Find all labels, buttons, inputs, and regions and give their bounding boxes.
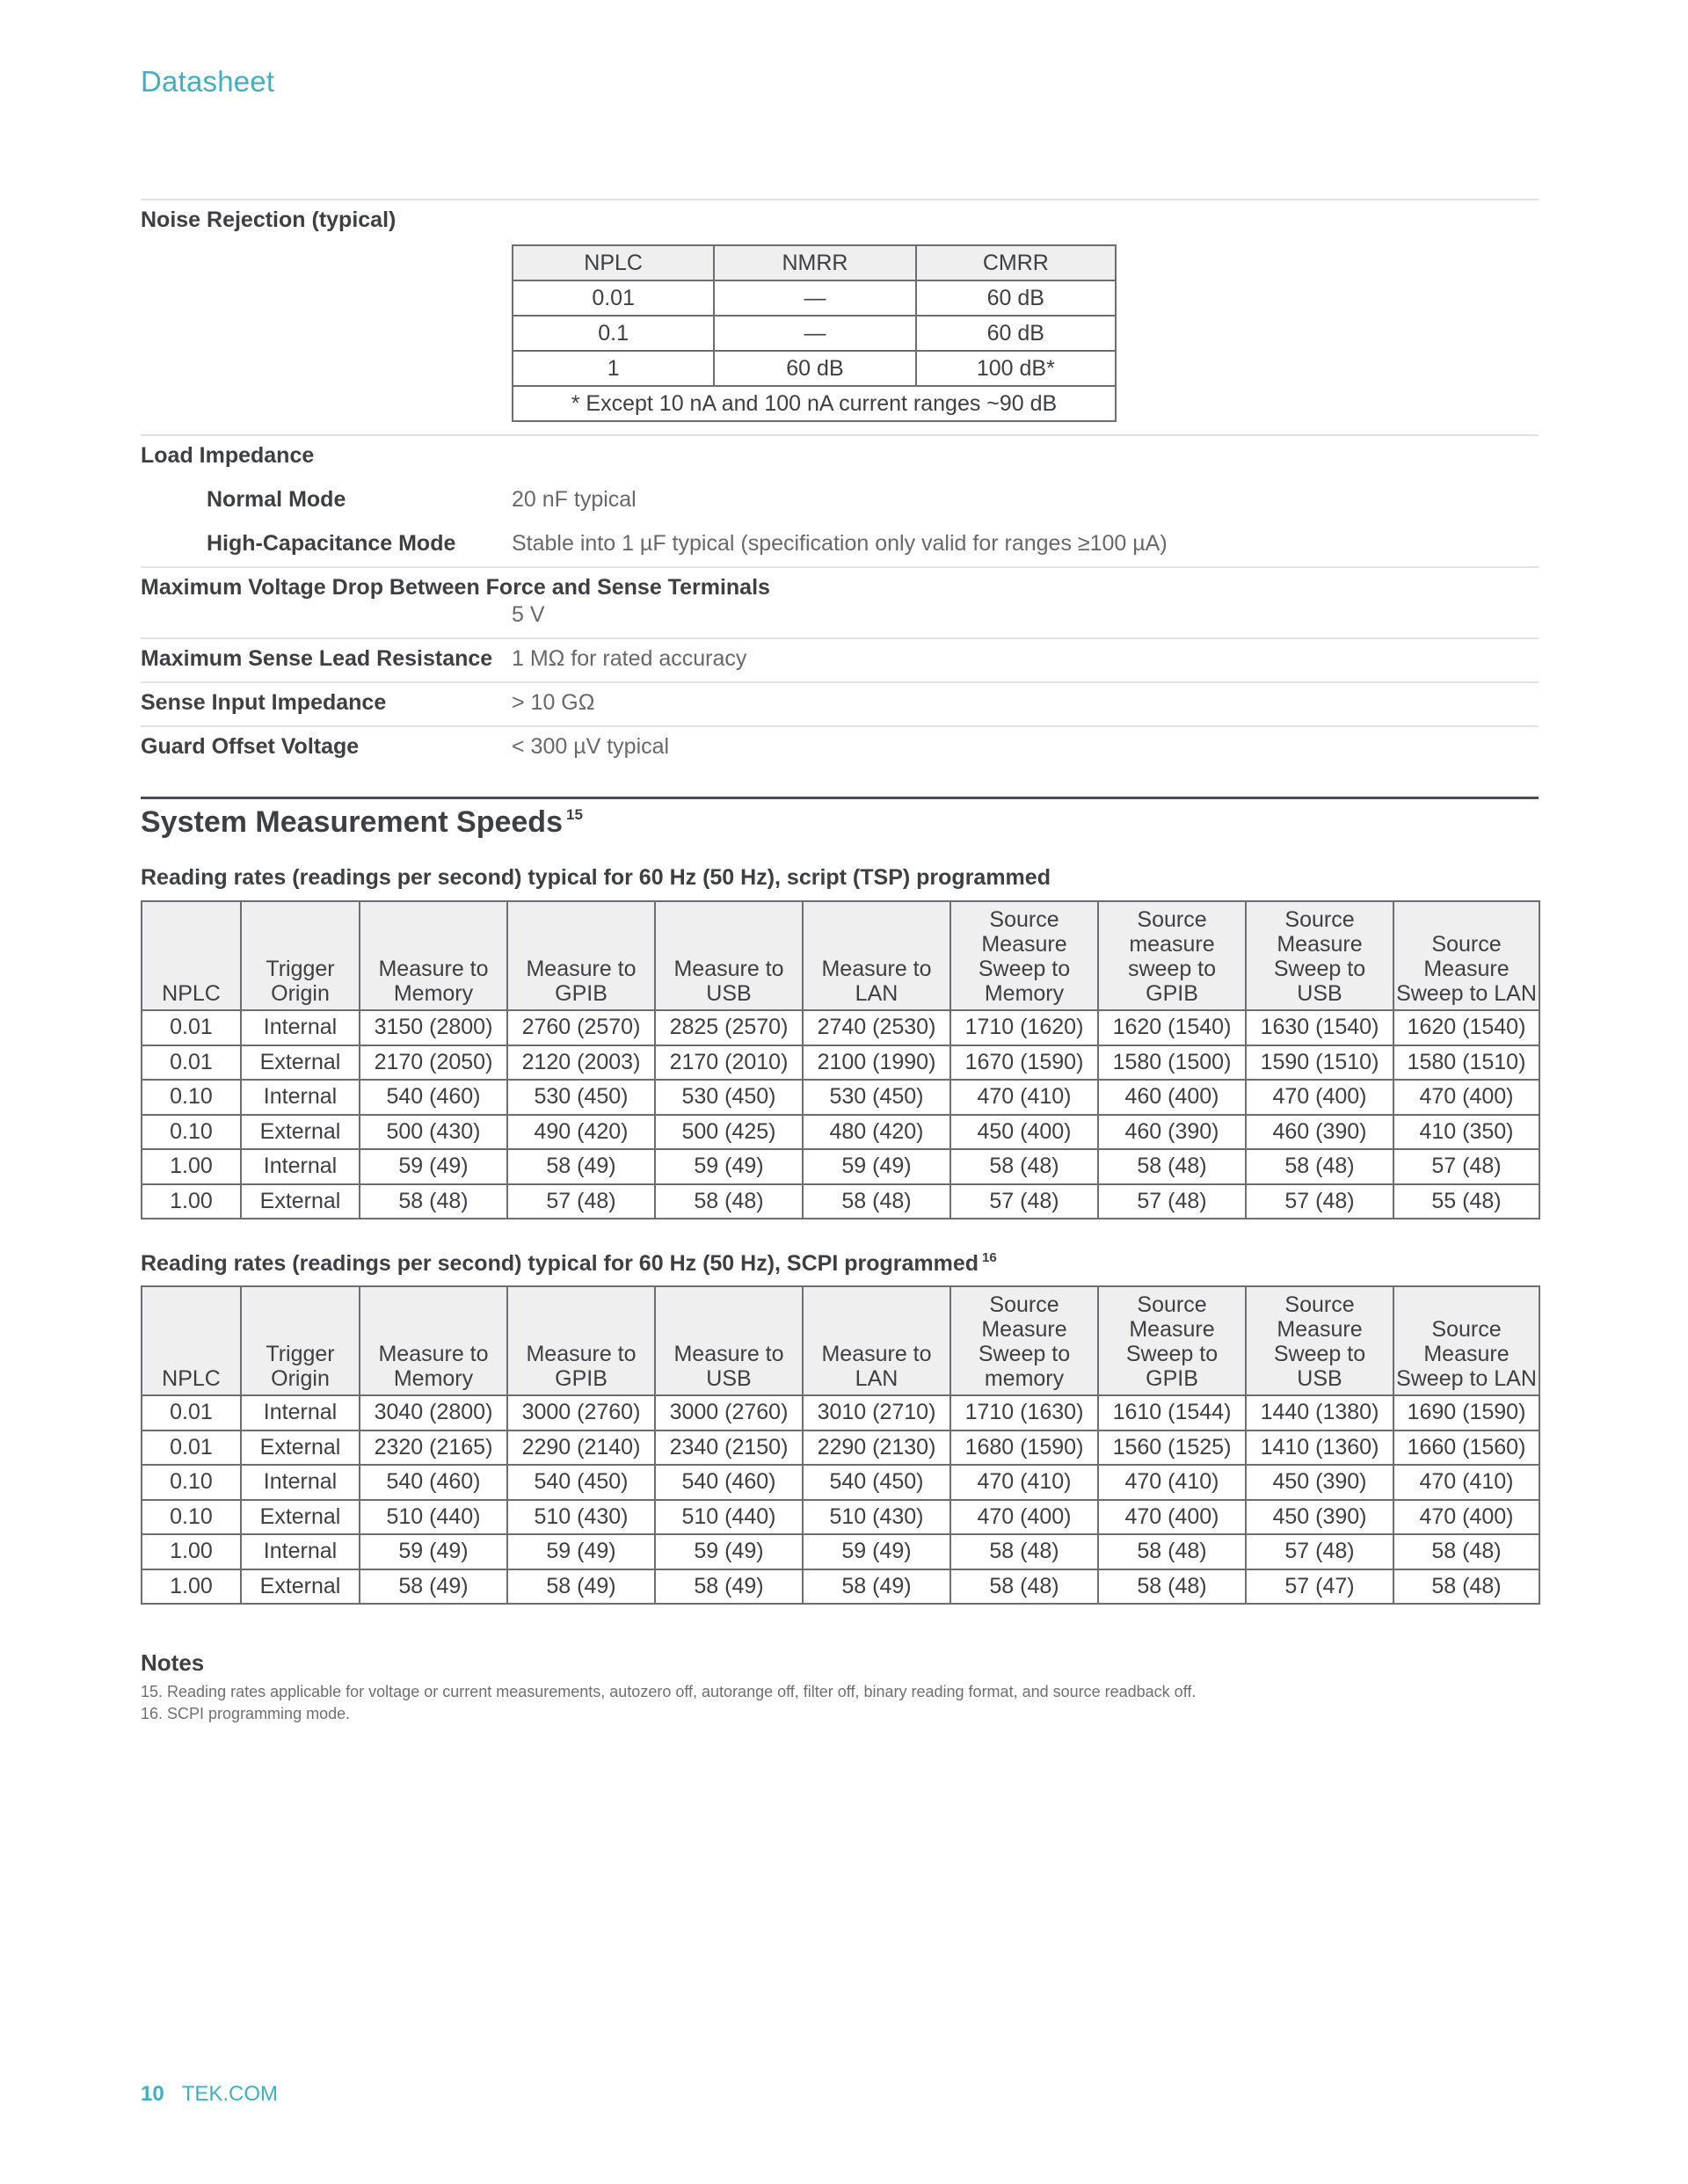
footer-site-link[interactable]: TEK.COM xyxy=(181,2082,279,2106)
table-cell: 100 dB* xyxy=(916,351,1116,386)
normal-mode-label: Normal Mode xyxy=(207,487,346,512)
table-cell: 530 (450) xyxy=(655,1080,803,1115)
table-cell: 60 dB xyxy=(916,280,1116,316)
table-cell: 460 (390) xyxy=(1098,1115,1246,1150)
table-cell: 2100 (1990) xyxy=(803,1045,950,1081)
table-row xyxy=(142,1010,1539,1045)
table-cell: 57 (48) xyxy=(1098,1184,1246,1219)
column-header: Measure to LAN xyxy=(803,901,950,1010)
table-cell: 0.10 xyxy=(142,1465,241,1500)
divider xyxy=(141,434,1539,436)
table-cell: 59 (49) xyxy=(360,1149,507,1184)
table-cell: 1.00 xyxy=(142,1149,241,1184)
table-cell: 0.1 xyxy=(513,316,714,351)
guard-offset-voltage-label: Guard Offset Voltage xyxy=(141,734,360,759)
table-cell: 470 (400) xyxy=(1246,1080,1393,1115)
divider xyxy=(141,637,1539,639)
table-cell: 470 (400) xyxy=(1393,1080,1539,1115)
table-cell: External xyxy=(241,1184,360,1219)
table-cell: 470 (410) xyxy=(950,1080,1098,1115)
table-cell: Internal xyxy=(241,1010,360,1045)
column-header: Trigger Origin xyxy=(241,1286,360,1395)
table-cell: External xyxy=(241,1500,360,1535)
divider xyxy=(141,725,1539,727)
divider xyxy=(141,681,1539,683)
table-cell: 1710 (1620) xyxy=(950,1010,1098,1045)
table-cell: 57 (48) xyxy=(507,1184,655,1219)
table-cell: 460 (400) xyxy=(1098,1080,1246,1115)
table-cell: 1620 (1540) xyxy=(1393,1010,1539,1045)
footnote-ref: 15 xyxy=(565,806,583,823)
table-cell: 510 (440) xyxy=(655,1500,803,1535)
table-cell: 58 (49) xyxy=(655,1569,803,1605)
table-cell: 1590 (1510) xyxy=(1246,1045,1393,1081)
table-cell: 58 (48) xyxy=(360,1184,507,1219)
table-cell: External xyxy=(241,1431,360,1466)
table-cell: 58 (48) xyxy=(1393,1569,1539,1605)
table-cell: 0.01 xyxy=(142,1010,241,1045)
table-cell: 58 (48) xyxy=(950,1569,1098,1605)
table-cell: 59 (49) xyxy=(360,1534,507,1569)
column-header: NPLC xyxy=(142,1286,241,1395)
table-cell: 1410 (1360) xyxy=(1246,1431,1393,1466)
table-cell: 57 (48) xyxy=(1393,1149,1539,1184)
table-cell: 2340 (2150) xyxy=(655,1431,803,1466)
table-cell: 59 (49) xyxy=(655,1534,803,1569)
table-cell: 59 (49) xyxy=(803,1149,950,1184)
table-cell: 3150 (2800) xyxy=(360,1010,507,1045)
divider xyxy=(141,566,1539,568)
divider xyxy=(141,199,1539,200)
section-title xyxy=(141,805,583,840)
table-cell: 1580 (1510) xyxy=(1393,1045,1539,1081)
column-header: Source Measure Sweep to LAN xyxy=(1393,901,1539,1010)
table-cell: 450 (400) xyxy=(950,1115,1098,1150)
tsp-table-caption: Reading rates (readings per second) typical for 60 Hz (50 Hz), script (TSP) programmed xyxy=(141,865,1051,890)
column-header: Measure to Memory xyxy=(360,901,507,1010)
page-header-title: Datasheet xyxy=(141,65,275,98)
page-footer xyxy=(141,2082,278,2107)
table-header-row xyxy=(142,901,1539,1010)
table-header-row xyxy=(513,245,1116,280)
table-cell: 55 (48) xyxy=(1393,1184,1539,1219)
table-row xyxy=(513,351,1116,386)
table-cell: 470 (410) xyxy=(1393,1465,1539,1500)
table-cell: Internal xyxy=(241,1395,360,1431)
table-cell: 58 (49) xyxy=(360,1569,507,1605)
section-title-text: System Measurement Speeds xyxy=(141,805,563,839)
table-cell: 57 (48) xyxy=(950,1184,1098,1219)
tsp-reading-rates-table xyxy=(141,900,1540,1219)
table-cell: 0.10 xyxy=(142,1080,241,1115)
table-cell: 58 (48) xyxy=(1393,1534,1539,1569)
table-cell: External xyxy=(241,1569,360,1605)
table-cell: 59 (49) xyxy=(655,1149,803,1184)
column-header: CMRR xyxy=(916,245,1116,280)
table-cell: 1560 (1525) xyxy=(1098,1431,1246,1466)
table-cell: 1440 (1380) xyxy=(1246,1395,1393,1431)
column-header: Measure to GPIB xyxy=(507,1286,655,1395)
table-cell: 0.01 xyxy=(142,1431,241,1466)
table-cell: 58 (48) xyxy=(1098,1149,1246,1184)
table-cell: 58 (48) xyxy=(1246,1149,1393,1184)
column-header: Source measure sweep to GPIB xyxy=(1098,901,1246,1010)
table-cell: 0.10 xyxy=(142,1115,241,1150)
table-cell: 1660 (1560) xyxy=(1393,1431,1539,1466)
table-cell: 2170 (2050) xyxy=(360,1045,507,1081)
column-header: Source Measure Sweep to memory xyxy=(950,1286,1098,1395)
column-header: NMRR xyxy=(714,245,915,280)
table-cell: 60 dB xyxy=(916,316,1116,351)
table-row xyxy=(513,280,1116,316)
column-header: Measure to USB xyxy=(655,1286,803,1395)
table-cell: 1710 (1630) xyxy=(950,1395,1098,1431)
table-cell: 500 (430) xyxy=(360,1115,507,1150)
table-cell: 1.00 xyxy=(142,1569,241,1605)
table-cell: 0.01 xyxy=(142,1395,241,1431)
table-cell: 58 (48) xyxy=(1098,1534,1246,1569)
scpi-caption-text: Reading rates (readings per second) typical for 60 Hz (50 Hz), SCPI programmed xyxy=(141,1251,979,1276)
column-header: Measure to USB xyxy=(655,901,803,1010)
table-cell: 480 (420) xyxy=(803,1115,950,1150)
table-row xyxy=(142,1395,1539,1431)
table-cell: 540 (460) xyxy=(360,1080,507,1115)
table-row xyxy=(142,1465,1539,1500)
table-cell: — xyxy=(714,280,915,316)
table-cell: 0.01 xyxy=(142,1045,241,1081)
table-row xyxy=(142,1500,1539,1535)
table-cell: 57 (47) xyxy=(1246,1569,1393,1605)
table-cell: 460 (390) xyxy=(1246,1115,1393,1150)
max-voltage-drop-value: 5 V xyxy=(512,602,545,627)
table-cell: 1 xyxy=(513,351,714,386)
footnote-ref: 16 xyxy=(982,1250,997,1265)
table-cell: Internal xyxy=(241,1080,360,1115)
sense-input-impedance-label: Sense Input Impedance xyxy=(141,690,387,715)
noise-rejection-label: Noise Rejection (typical) xyxy=(141,207,397,232)
note-item: 16. SCPI programming mode. xyxy=(141,1705,351,1722)
note-item: 15. Reading rates applicable for voltage or current measurements, autozero off, autorange off, filter off, binary reading format, and source readback off. xyxy=(141,1683,1197,1700)
table-cell: 530 (450) xyxy=(803,1080,950,1115)
table-cell: 58 (48) xyxy=(1098,1569,1246,1605)
table-cell: 470 (400) xyxy=(950,1500,1098,1535)
table-cell: 2825 (2570) xyxy=(655,1010,803,1045)
table-cell: 410 (350) xyxy=(1393,1115,1539,1150)
table-row xyxy=(142,1080,1539,1115)
table-row xyxy=(142,1045,1539,1081)
table-cell: 470 (400) xyxy=(1393,1500,1539,1535)
table-cell: 0.01 xyxy=(513,280,714,316)
table-cell: 470 (410) xyxy=(1098,1465,1246,1500)
table-row xyxy=(142,1184,1539,1219)
table-cell: 470 (410) xyxy=(950,1465,1098,1500)
table-footnote-row xyxy=(513,386,1116,421)
noise-rejection-table xyxy=(512,244,1117,422)
table-cell: External xyxy=(241,1115,360,1150)
scpi-reading-rates-table xyxy=(141,1285,1540,1605)
table-cell: 450 (390) xyxy=(1246,1500,1393,1535)
table-cell: Internal xyxy=(241,1465,360,1500)
column-header: Measure to Memory xyxy=(360,1286,507,1395)
table-cell: 58 (48) xyxy=(803,1184,950,1219)
table-cell: 540 (450) xyxy=(507,1465,655,1500)
table-cell: 490 (420) xyxy=(507,1115,655,1150)
column-header: Source Measure Sweep to LAN xyxy=(1393,1286,1539,1395)
table-row xyxy=(142,1115,1539,1150)
table-cell: External xyxy=(241,1045,360,1081)
table-cell: 1.00 xyxy=(142,1534,241,1569)
table-cell: 1610 (1544) xyxy=(1098,1395,1246,1431)
max-sense-lead-resistance-label: Maximum Sense Lead Resistance xyxy=(141,646,493,671)
table-cell: 1630 (1540) xyxy=(1246,1010,1393,1045)
table-cell: 1620 (1540) xyxy=(1098,1010,1246,1045)
table-cell: 3010 (2710) xyxy=(803,1395,950,1431)
table-cell: 57 (48) xyxy=(1246,1534,1393,1569)
table-cell: 59 (49) xyxy=(507,1534,655,1569)
table-cell: 510 (430) xyxy=(507,1500,655,1535)
table-row xyxy=(142,1431,1539,1466)
table-cell: 58 (49) xyxy=(507,1149,655,1184)
table-cell: 58 (48) xyxy=(950,1149,1098,1184)
table-row xyxy=(142,1569,1539,1605)
notes-title: Notes xyxy=(141,1649,205,1676)
table-cell: 1.00 xyxy=(142,1184,241,1219)
scpi-table-caption xyxy=(141,1250,997,1277)
column-header: Source Measure Sweep to USB xyxy=(1246,901,1393,1010)
table-row xyxy=(513,316,1116,351)
normal-mode-value: 20 nF typical xyxy=(512,487,637,512)
column-header: Measure to GPIB xyxy=(507,901,655,1010)
column-header: Source Measure Sweep to GPIB xyxy=(1098,1286,1246,1395)
column-header: Measure to LAN xyxy=(803,1286,950,1395)
table-cell: 2290 (2130) xyxy=(803,1431,950,1466)
table-cell: 540 (450) xyxy=(803,1465,950,1500)
table-cell: 500 (425) xyxy=(655,1115,803,1150)
high-capacitance-mode-value: Stable into 1 µF typical (specification only valid for ranges ≥100 µA) xyxy=(512,531,1168,556)
table-header-row xyxy=(142,1286,1539,1395)
table-cell: 1670 (1590) xyxy=(950,1045,1098,1081)
table-cell: 2760 (2570) xyxy=(507,1010,655,1045)
table-row xyxy=(142,1534,1539,1569)
table-footnote: * Except 10 nA and 100 nA current ranges ~90 dB xyxy=(513,386,1116,421)
table-cell: 2170 (2010) xyxy=(655,1045,803,1081)
guard-offset-voltage-value: < 300 µV typical xyxy=(512,734,670,759)
table-cell: 58 (48) xyxy=(950,1534,1098,1569)
table-cell: 1680 (1590) xyxy=(950,1431,1098,1466)
table-cell: 3040 (2800) xyxy=(360,1395,507,1431)
table-cell: 58 (49) xyxy=(803,1569,950,1605)
column-header: Source Measure Sweep to Memory xyxy=(950,901,1098,1010)
table-cell: 2290 (2140) xyxy=(507,1431,655,1466)
table-cell: 470 (400) xyxy=(1098,1500,1246,1535)
table-cell: 1580 (1500) xyxy=(1098,1045,1246,1081)
table-cell: 3000 (2760) xyxy=(655,1395,803,1431)
section-divider xyxy=(141,797,1539,799)
table-cell: 450 (390) xyxy=(1246,1465,1393,1500)
table-cell: 510 (440) xyxy=(360,1500,507,1535)
load-impedance-label: Load Impedance xyxy=(141,443,315,468)
table-cell: 2740 (2530) xyxy=(803,1010,950,1045)
max-sense-lead-resistance-value: 1 MΩ for rated accuracy xyxy=(512,646,747,671)
table-cell: 60 dB xyxy=(714,351,915,386)
column-header: Source Measure Sweep to USB xyxy=(1246,1286,1393,1395)
max-voltage-drop-label: Maximum Voltage Drop Between Force and Sense Terminals xyxy=(141,575,770,600)
table-cell: 2120 (2003) xyxy=(507,1045,655,1081)
table-cell: 540 (460) xyxy=(655,1465,803,1500)
table-cell: 510 (430) xyxy=(803,1500,950,1535)
table-cell: Internal xyxy=(241,1149,360,1184)
table-cell: 0.10 xyxy=(142,1500,241,1535)
table-cell: 540 (460) xyxy=(360,1465,507,1500)
column-header: Trigger Origin xyxy=(241,901,360,1010)
table-cell: 58 (48) xyxy=(655,1184,803,1219)
sense-input-impedance-value: > 10 GΩ xyxy=(512,690,595,715)
table-cell: Internal xyxy=(241,1534,360,1569)
table-cell: 2320 (2165) xyxy=(360,1431,507,1466)
table-cell: — xyxy=(714,316,915,351)
table-cell: 57 (48) xyxy=(1246,1184,1393,1219)
table-cell: 58 (49) xyxy=(507,1569,655,1605)
table-cell: 530 (450) xyxy=(507,1080,655,1115)
column-header: NPLC xyxy=(513,245,714,280)
table-row xyxy=(142,1149,1539,1184)
table-cell: 59 (49) xyxy=(803,1534,950,1569)
table-cell: 1690 (1590) xyxy=(1393,1395,1539,1431)
high-capacitance-mode-label: High-Capacitance Mode xyxy=(207,531,456,556)
table-cell: 3000 (2760) xyxy=(507,1395,655,1431)
column-header: NPLC xyxy=(142,901,241,1010)
page-number: 10 xyxy=(141,2082,164,2106)
